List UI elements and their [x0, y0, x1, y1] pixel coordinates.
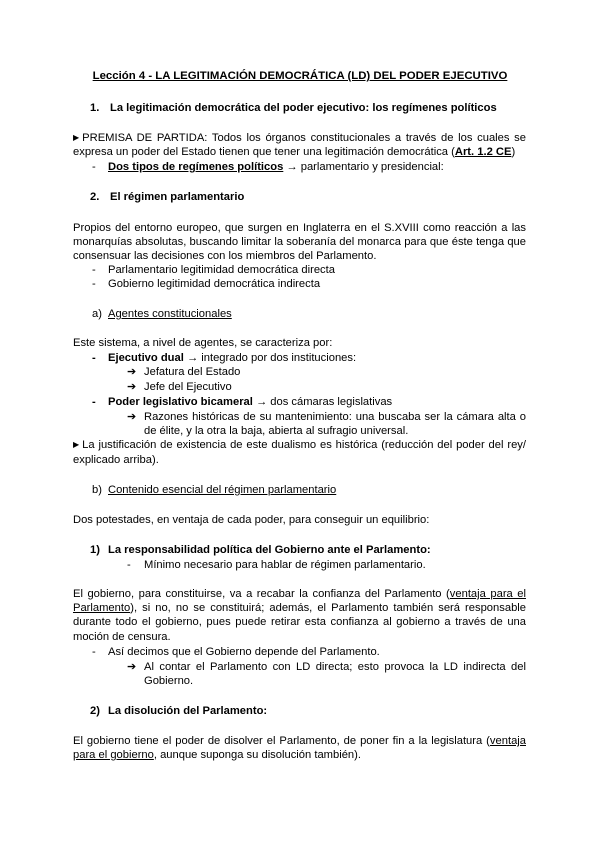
subsection-b-label: b): [92, 484, 102, 496]
regimes-types-bold: Dos tipos de regímenes políticos: [108, 161, 284, 173]
executive-bold: Ejecutivo dual: [108, 352, 184, 364]
dash-bullet: -: [127, 559, 131, 571]
advantage-government-2: para el gobierno: [73, 749, 154, 761]
legislative-bold: Poder legislativo bicameral: [108, 396, 253, 408]
legislative-item: [108, 395, 392, 409]
arrow-bullet-icon: ➔: [127, 366, 137, 378]
section-1-heading: La legitimación democrática del poder ejecutivo: los regímenes políticos: [110, 102, 497, 114]
arrow-bullet-icon: ➔: [127, 411, 137, 423]
triangle-bullet-icon: ▶: [73, 440, 80, 449]
legislative-subitem-line-2: de élite, y la otra la baja, abierta al sufragio universal.: [144, 425, 409, 437]
justification-text-1: La justificación de existencia de este dualismo es histórica (reducción del poder del rey/: [82, 439, 526, 451]
executive-subitem-2: Jefe del Ejecutivo: [144, 381, 232, 393]
point-2-text-1: El gobierno tiene el poder de disolver el Parlamento, de poner fin a la legislatura (: [73, 735, 490, 747]
point-1-paragraph-line-4: moción de censura.: [73, 631, 171, 643]
justification-line-1: [73, 438, 526, 452]
justification-line-2: explicado arriba).: [73, 454, 159, 466]
point-2-number: 2): [90, 705, 100, 717]
article-reference: Art. 1.2 CE: [454, 146, 512, 158]
point-2-paragraph-line-1: [73, 734, 526, 748]
dash-bullet: -: [92, 396, 96, 408]
subsection-b-heading: Contenido esencial del régimen parlamentario: [108, 484, 337, 496]
intro-item-1: Parlamentario legitimidad democrática directa: [108, 264, 335, 276]
arrow-bullet-icon: ➔: [127, 661, 137, 673]
intro-item-2: Gobierno legitimidad democrática indirecta: [108, 278, 321, 290]
arrow-bullet-icon: ➔: [127, 381, 137, 393]
intro-line-2: monarquías absolutas, buscando limitar la soberanía del monarca para que éste tenga que: [73, 236, 526, 248]
content-intro: Dos potestades, en ventaja de cada poder, para conseguir un equilibrio:: [73, 514, 430, 526]
legislative-subitem-line-1: Razones históricas de su mantenimiento: una buscaba ser la cámara alta o: [144, 411, 526, 423]
executive-item: [108, 351, 356, 365]
dash-bullet: -: [92, 352, 96, 364]
point-1-item: Mínimo necesario para hablar de régimen parlamentario.: [144, 559, 426, 571]
dependency-item: Así decimos que el Gobierno depende del Parlamento.: [108, 646, 380, 658]
dash-bullet: -: [92, 278, 96, 290]
page-title: Lección 4 - LA LEGITIMACIÓN DEMOCRÁTICA (LD) DEL PODER EJECUTIVO: [92, 70, 508, 82]
premise-line-2: [73, 145, 515, 159]
section-1-number: 1.: [90, 102, 100, 114]
dependency-subitem-line-1: Al contar el Parlamento con LD directa; esto provoca la LD indirecta del: [144, 661, 526, 673]
point-1-paragraph-line-2: [73, 601, 526, 615]
point-1-paragraph-line-3: durante todo el gobierno, pues puede retirar esta confianza al gobierno a través de una: [73, 616, 526, 628]
dependency-subitem-line-2: Gobierno.: [144, 675, 194, 687]
dash-bullet: -: [92, 161, 96, 173]
point-1-text-1: El gobierno, para constituirse, va a recabar la confianza del Parlamento (: [73, 588, 450, 600]
section-2-heading: El régimen parlamentario: [110, 191, 245, 203]
advantage-parliament-1: ventaja para el: [449, 588, 526, 600]
legislative-rest: → dos cámaras legislativas: [252, 396, 393, 408]
point-2-text-2: , aunque suponga su disolución también).: [153, 749, 361, 761]
subsection-a-label: a): [92, 308, 102, 320]
regimes-types-rest: → parlamentario y presidencial:: [283, 161, 444, 173]
point-2-heading: La disolución del Parlamento:: [108, 705, 268, 717]
point-1-text-2: ), si no, no se constituirá; además, el Parlamento también será responsable: [130, 602, 526, 614]
intro-line-3: consensuar las decisiones con los miembros del Parlamento.: [73, 250, 377, 262]
advantage-government-1: ventaja: [489, 735, 526, 747]
advantage-parliament-2: Parlamento: [73, 602, 131, 614]
dash-bullet: -: [92, 646, 96, 658]
point-1-number: 1): [90, 544, 100, 556]
executive-subitem-1: Jefatura del Estado: [144, 366, 241, 378]
premise-text-2-end: ): [511, 146, 516, 158]
dash-bullet: -: [92, 264, 96, 276]
executive-rest: → integrado por dos instituciones:: [183, 352, 357, 364]
premise-bullet: [108, 160, 444, 174]
section-2-number: 2.: [90, 191, 100, 203]
premise-text-2: expresa un poder del Estado tienen que tener una legitimación democrática (: [73, 146, 455, 158]
triangle-bullet-icon: ▶: [73, 133, 80, 142]
point-1-heading: La responsabilidad política del Gobierno ante el Parlamento:: [108, 544, 431, 556]
premise-text-1: PREMISA DE PARTIDA: Todos los órganos constitucionales a través de los cuales se: [82, 132, 526, 144]
premise-line-1: [73, 131, 526, 145]
point-2-paragraph-line-2: [73, 748, 361, 762]
agents-intro: Este sistema, a nivel de agentes, se caracteriza por:: [73, 337, 333, 349]
intro-line-1: Propios del entorno europeo, que surgen en Inglaterra en el S.XVIII como reacción a las: [73, 222, 526, 234]
subsection-a-heading: Agentes constitucionales: [108, 308, 232, 320]
point-1-paragraph-line-1: [73, 587, 526, 601]
